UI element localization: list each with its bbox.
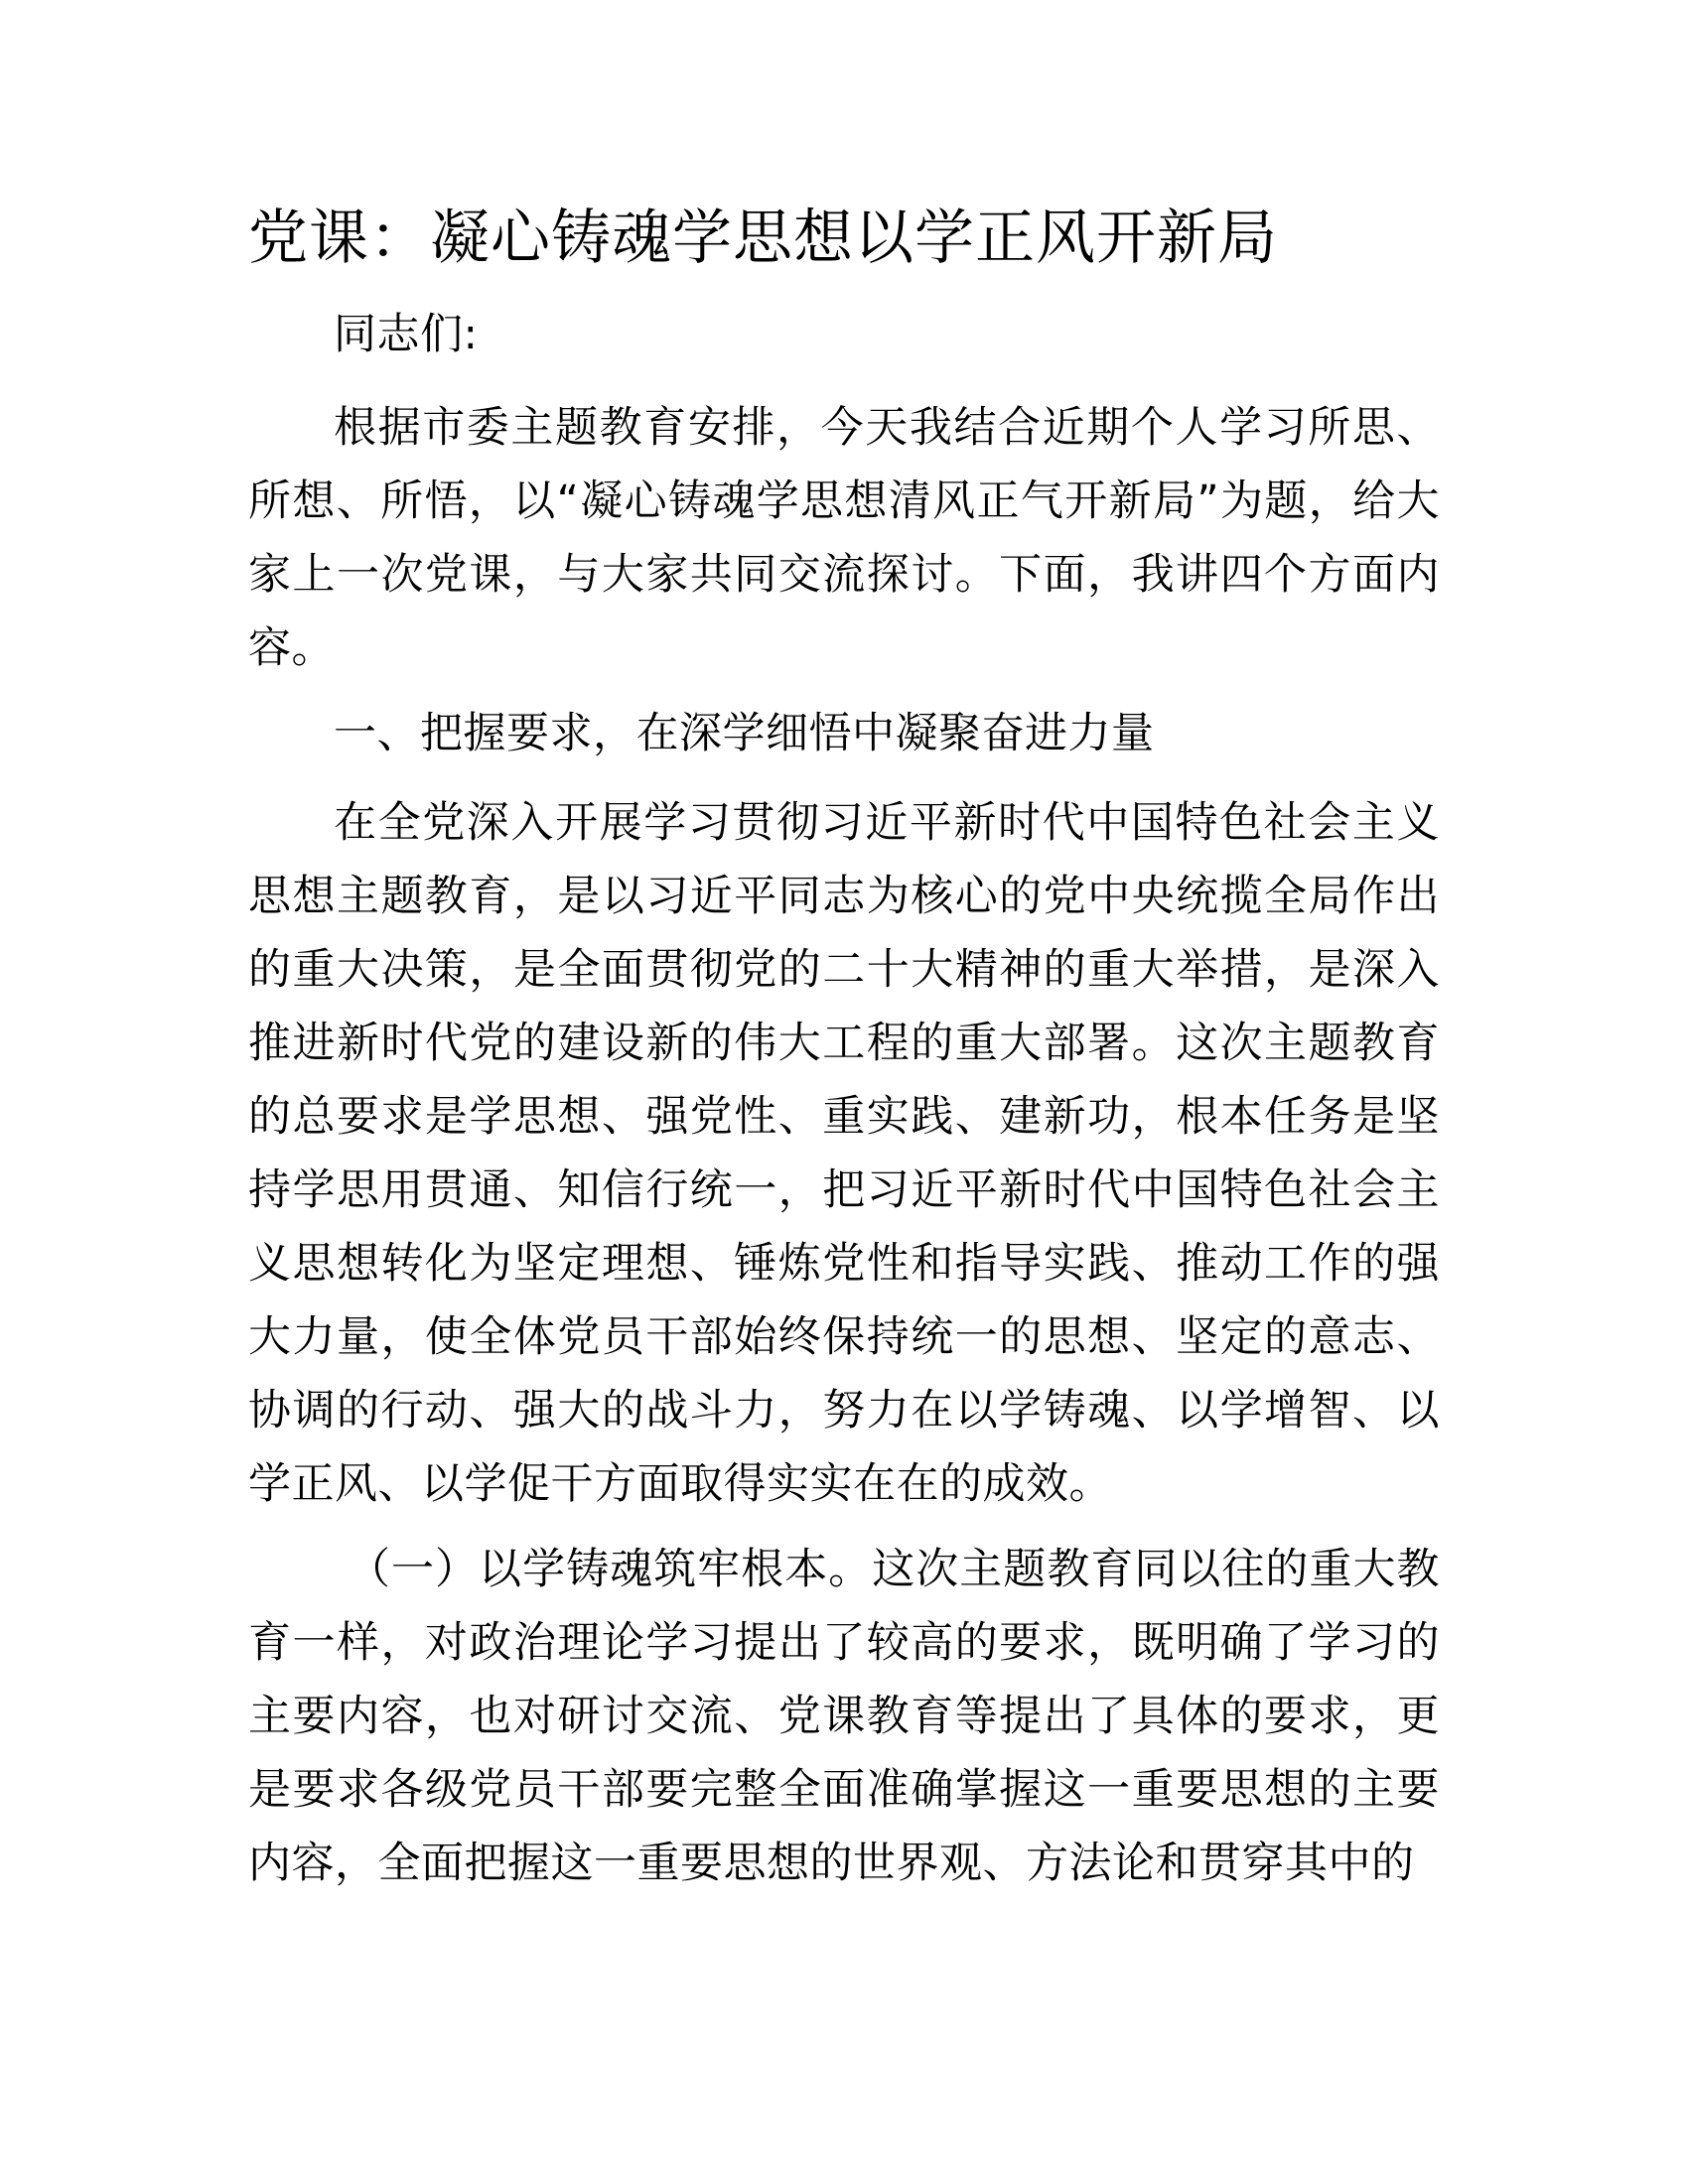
section-paragraph-1: 在全党深入开展学习贯彻习近平新时代中国特色社会主义思想主题教育，是以习近平同志为核心的党中央统揽全局作出的重大决策，是全面贯彻党的二十大精神的重大举措，是深入推进新时代党的建设新的伟大工程的重大部署。这次主题教育的总要求是学思想、强党性、重实践、建新功，根本任务是坚持学思用贯通、知信行统一，把习近平新时代中国特色社会主义思想转化为坚定理想、锤炼党性和指导实践、推动工作的强大力量，使全体党员干部始终保持统一的思想、坚定的意志、协调的行动、强大的战斗力，努力在以学铸魂、以学增智、以学正风、以学促干方面取得实实在在的成效。 <box>248 798 1440 1509</box>
document-title: 党课：凝心铸魂学思想以学正风开新局 <box>248 204 1278 273</box>
greeting: 同志们: <box>334 310 479 359</box>
section-heading-1: 一、把握要求，在深学细悟中凝聚奋进力量 <box>334 709 1155 758</box>
document-body <box>248 298 1440 1912</box>
subsection-paragraph-1: （一）以学铸魂筑牢根本。这次主题教育同以往的重大教育一样，对政治理论学习提出了较高的要求，既明确了学习的主要内容，也对研讨交流、党课教育等提出了具体的要求，更是要求各级党员干部要完整全面准确掌握这一重要思想的主要内容，全面把握这一重要思想的世界观、方法论和贯穿其中的 <box>248 1545 1440 1888</box>
intro-paragraph: 根据市委主题教育安排，今天我结合近期个人学习所思、所想、所悟，以“凝心铸魂学思想清风正气开新局”为题，给大家上一次党课，与大家共同交流探讨。下面，我讲四个方面内容。 <box>248 403 1440 673</box>
